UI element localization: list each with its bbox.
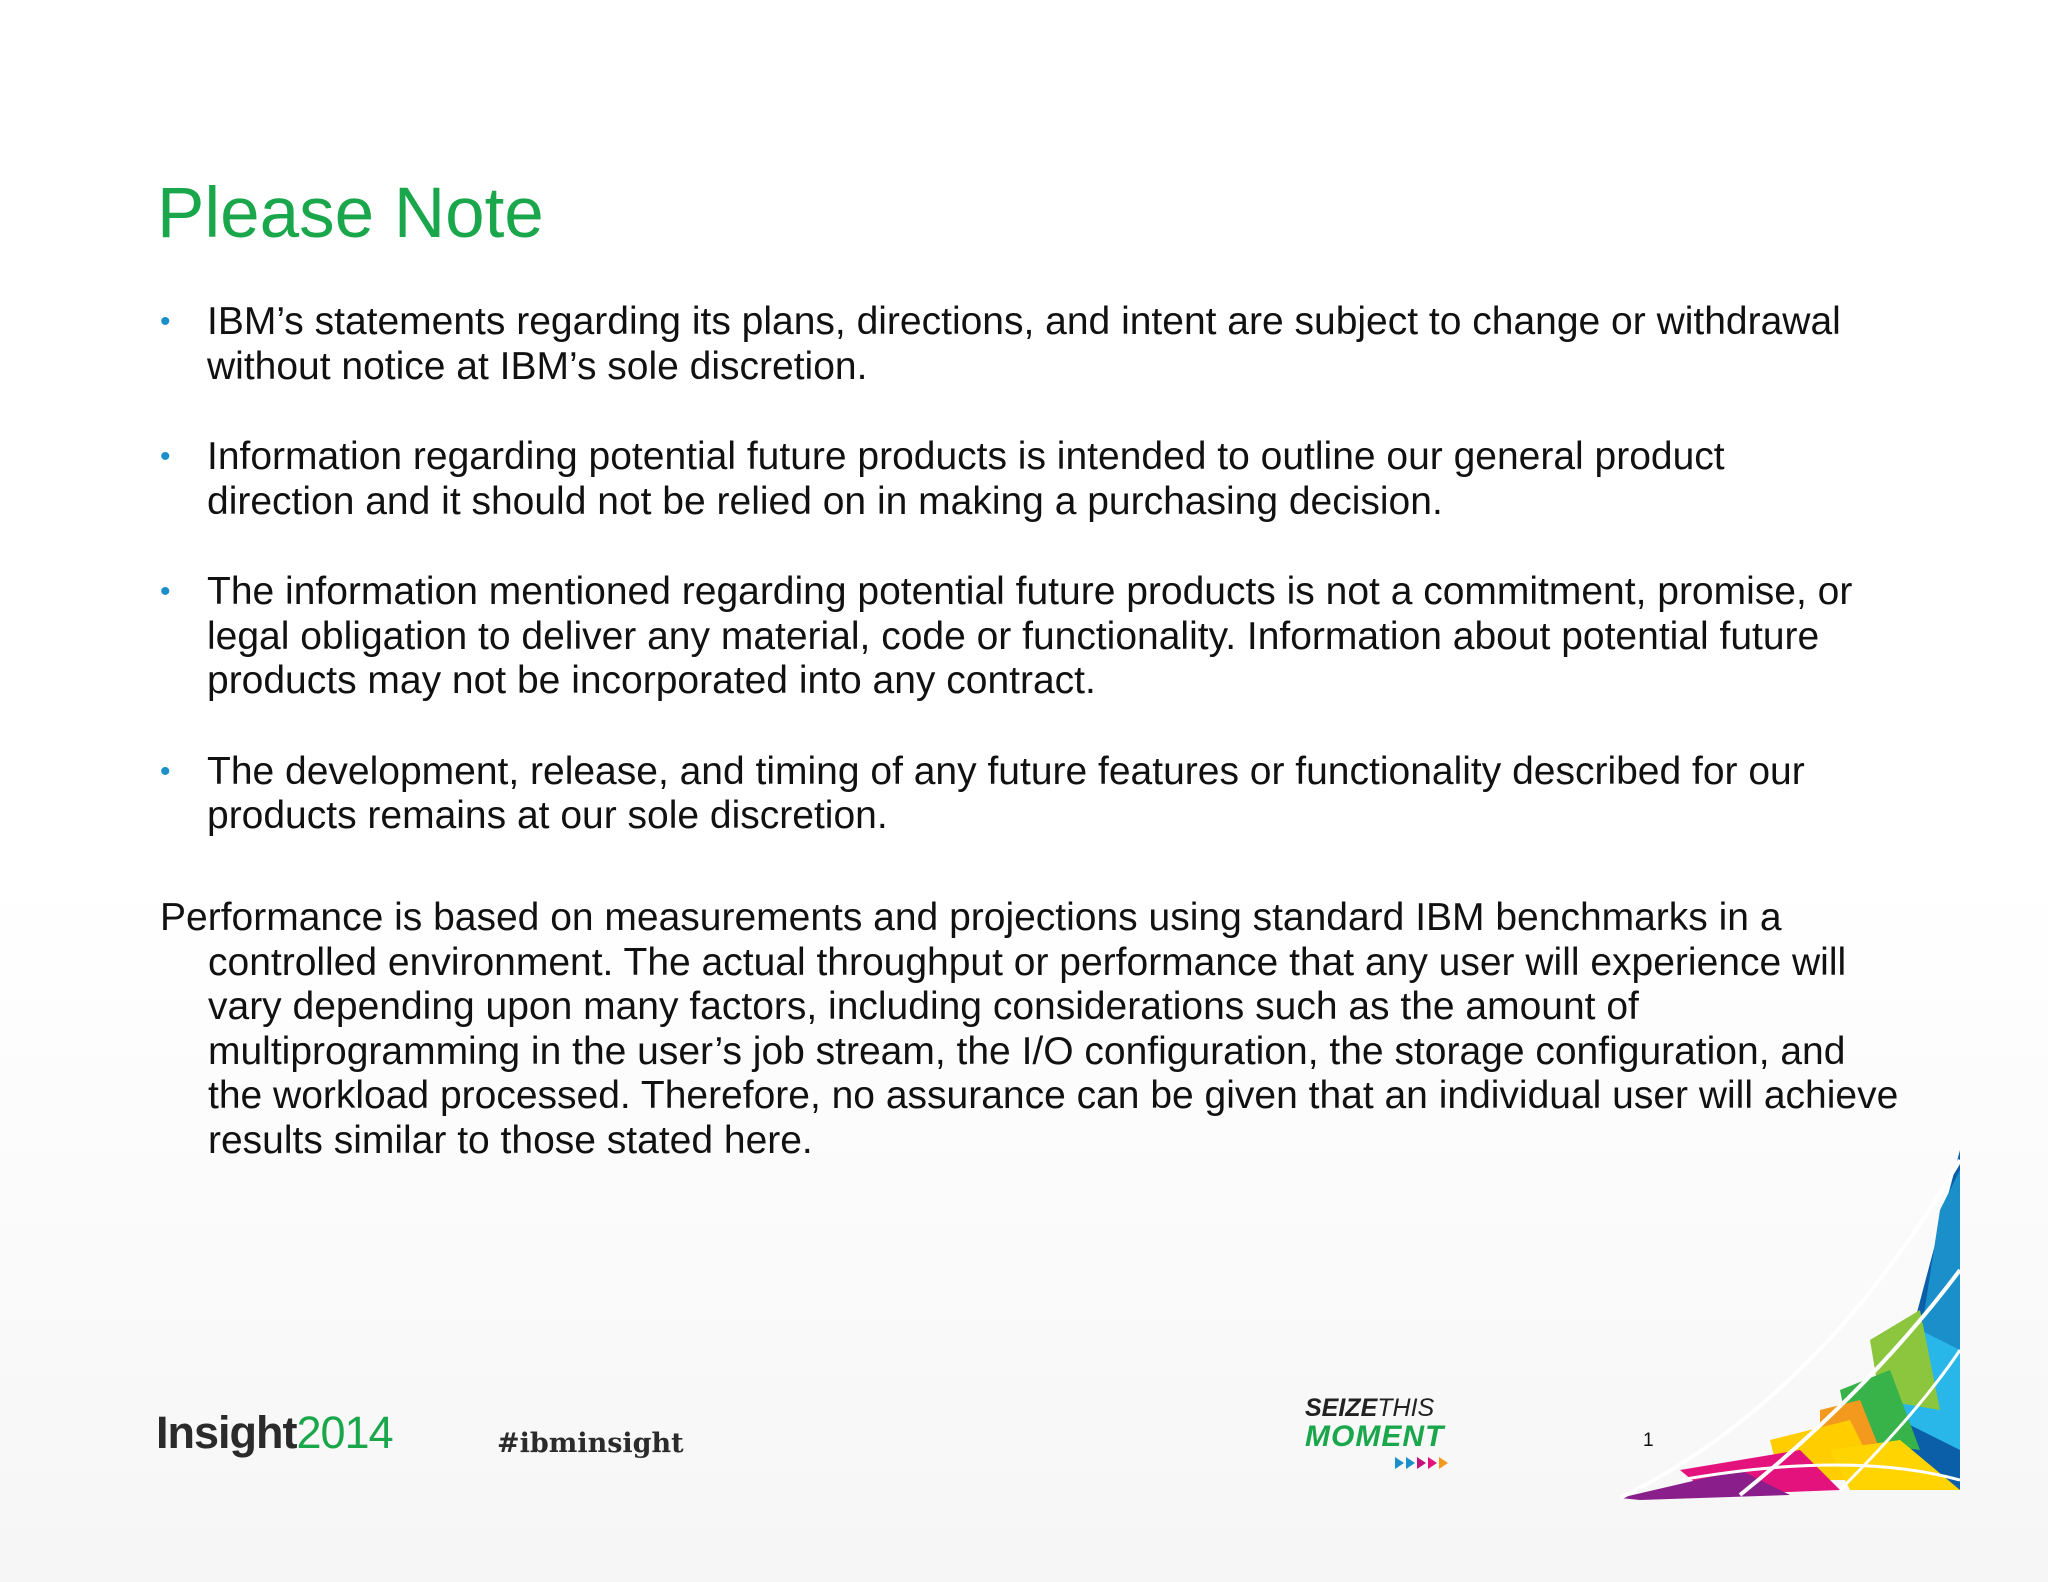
- bullet-icon: •: [160, 575, 171, 608]
- bullet-icon: •: [160, 440, 171, 473]
- seize-this-moment-logo: [1305, 1396, 1475, 1469]
- moment-word: MOMENT: [1305, 1420, 1445, 1453]
- insight-logo-year: 2014: [296, 1407, 393, 1458]
- performance-note: Performance is based on measurements and projections using standard IBM benchmarks in a controlled environment. The actual throughput or performance that any user will experience will vary depending upon many factors, including considerations such as the amount of multiprogramming in the user’s job stream, the I/O configuration, the storage configuration, and the workload processed. Therefore, no assurance can be given that an individual user will achieve results similar to those stated here.: [160, 896, 1899, 1162]
- decorative-swoosh-graphic: [1620, 1150, 1960, 1500]
- arrows-icon: [1395, 1457, 1475, 1469]
- list-item: [157, 435, 1857, 524]
- bullet-icon: •: [160, 305, 171, 338]
- list-item: [157, 750, 1857, 839]
- bullet-list: [157, 300, 1857, 885]
- insight-logo-word: Insight: [156, 1407, 297, 1458]
- page-number: 1: [1643, 1430, 1654, 1451]
- slide-title: Please Note: [157, 174, 544, 253]
- bullet-icon: •: [160, 754, 171, 788]
- list-item: [157, 570, 1857, 704]
- list-item: [157, 300, 1857, 389]
- bullet-text: The information mentioned regarding potential future products is not a commitment, promise, or legal obligation to deliver any material, code or functionality. Information about potential future products may not be incorporated into any contract.: [207, 570, 1853, 702]
- bullet-text: The development, release, and timing of any future features or functionality described for our products remains at our sole discretion.: [207, 749, 1805, 837]
- bullet-text: IBM’s statements regarding its plans, directions, and intent are subject to change or withdrawal without notice at IBM’s sole discretion.: [207, 300, 1841, 388]
- hashtag: #ibminsight: [497, 1428, 684, 1459]
- bullet-text: Information regarding potential future products is intended to outline our general product direction and it should not be relied on in making a purchasing decision.: [207, 435, 1725, 523]
- this-word: THIS: [1377, 1394, 1435, 1422]
- insight-logo: [156, 1407, 393, 1458]
- seize-word: SEIZE: [1305, 1394, 1378, 1422]
